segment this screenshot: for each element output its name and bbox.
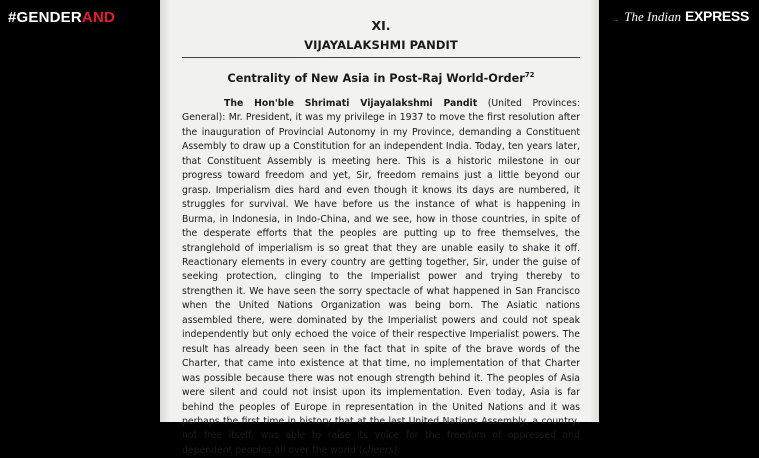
hashtag-prefix: #GENDER [8,9,82,26]
article-title-text: Centrality of New Asia in Post-Raj World-Order [227,72,525,85]
indian-express-logo [614,8,749,25]
speech-text: (United Provinces: General): Mr. President, it was my privilege in 1937 to move the first resolution after the inauguration of Provincial Autonomy in my Province, demanding a Constituent Assembly to draw up a Constitution for an independent India. Today, ten years later, that Constituent Assembly is meeting here. This is a historic milestone in our progress toward freedom and yet, Sir, freedom remains just a little beyond our grasp. Imperialism dies hard and even though it knows its days are numbered, it struggles for survival. We have before us the instance of what is happening in Burma, in Indonesia, in Indo-China, and we see, how in those countries, in spite of the desperate efforts that the peoples are putting up to free themselves, the stranglehold of imperialism is so great that they are unable easily to shake it off. Reactionary elements in every country are getting together, Sir, under the guise of seeking protection, clinging to the Imperialist power and trying thereby to strengthen it. We have seen the sorry spectacle of what happened in San Francisco when the United Nations Organization was being born. The Asiatic nations assembled there, were dominated by the Imperialist powers and could not speak independently but only echoed the voice of their respective Imperialist powers. The result has already been seen in the fact that in spite of the brave words of the Charter, that came into existence at that time, no implementation of that Charter was possible because there was not enough strength behind it. The peoples of Asia were silent and could not insist upon its implementation. Even today, Asia is far behind the peoples of Europe in representation in the United Nations and it was perhaps the first time in history that at the last United Nations Assembly, a country, not free itself, was able to raise its voice for the freedom of oppressed and dependent peoples all over the world ( [182,98,580,456]
document-page [160,0,599,456]
logo-express: EXPRESS [684,8,749,24]
speech-text-end: ). [393,444,401,456]
gender-and-hashtag [8,9,115,26]
logo-tagline: ... [614,17,619,23]
chapter-divider [182,57,580,58]
chapter-number: XI. [371,18,391,33]
logo-the-indian: The Indian [624,9,681,24]
speech-body [182,97,580,458]
article-title [182,71,580,85]
speech-paragraph [182,97,580,458]
footnote-reference: 72 [524,71,535,79]
hashtag-suffix: AND [81,9,116,26]
cheers-annotation: cheers [362,444,394,456]
chapter-name: VIJAYALAKSHMI PANDIT [304,38,458,52]
speaker-name: The Hon'ble Shrimati Vijayalakshmi Pandit [224,98,478,109]
